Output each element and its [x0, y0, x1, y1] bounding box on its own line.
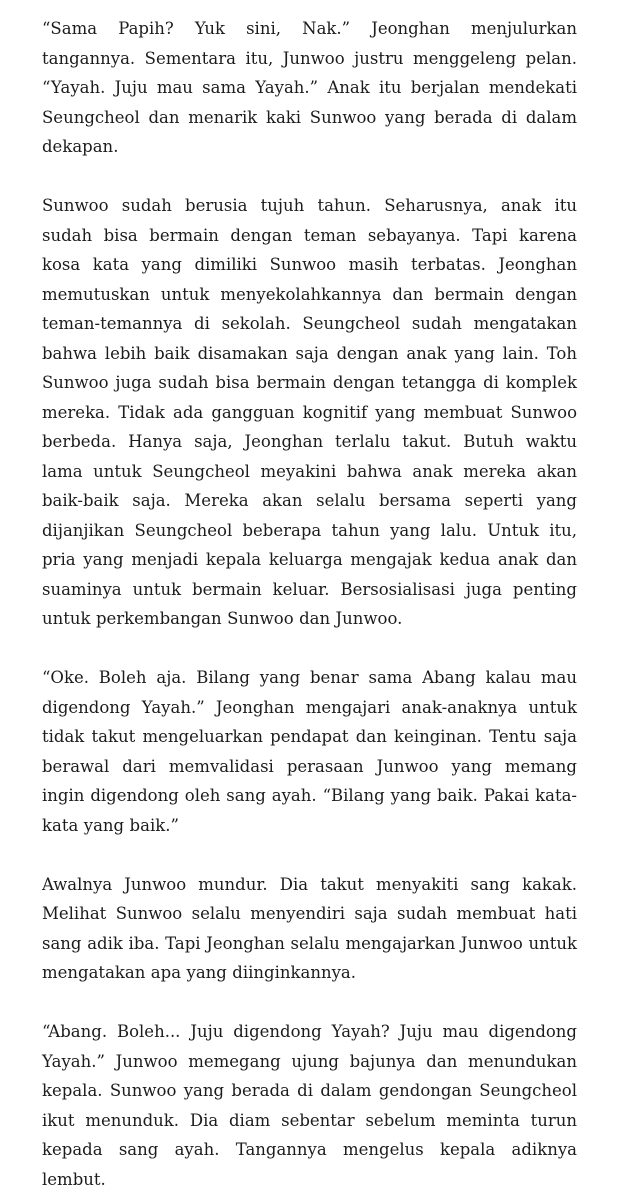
- paragraph-3: “Oke. Boleh aja. Bilang yang benar sama Abang kalau mau digendong Yayah.” Jeonghan mengajari anak-anaknya untuk tidak takut mengeluarkan pendapat dan keinginan. Tentu saja berawal dari memvalidasi perasaan Junwoo yang memang ingin digendong oleh sang ayah. “Bilang yang baik. Pakai kata-kata yang baik.”: [42, 668, 577, 835]
- paragraph-4: Awalnya Junwoo mundur. Dia takut menyakiti sang kakak. Melihat Sunwoo selalu menyendiri saja sudah membuat hati sang adik iba. Tapi Jeonghan selalu mengajarkan Junwoo untuk mengatakan apa yang diinginkannya.: [42, 874, 577, 982]
- paragraph-5: “Abang. Boleh... Juju digendong Yayah? Juju mau digendong Yayah.” Junwoo memegang ujung bajunya dan menundukan kepala. Sunwoo yang berada di dalam gendongan Seungcheol ikut menunduk. Dia diam sebentar sebelum meminta turun kepada sang ayah. Tangannya mengelus kepala adiknya lembut.: [42, 1022, 577, 1189]
- paragraph-2: Sunwoo sudah berusia tujuh tahun. Seharusnya, anak itu sudah bisa bermain dengan teman sebayanya. Tapi karena kosa kata yang dimiliki Sunwoo masih terbatas. Jeonghan memutuskan untuk menyekolahkannya dan bermain dengan teman-temannya di sekolah. Seungcheol sudah mengatakan bahwa lebih baik disamakan saja dengan anak yang lain. Toh Sunwoo juga sudah bisa bermain dengan tetangga di komplek mereka. Tidak ada gangguan kognitif yang membuat Sunwoo berbeda. Hanya saja, Jeonghan terlalu takut. Butuh waktu lama untuk Seungcheol meyakini bahwa anak mereka akan baik-baik saja. Mereka akan selalu bersama seperti yang dijanjikan Seungcheol beberapa tahun yang lalu. Untuk itu, pria yang menjadi kepala keluarga mengajak kedua anak dan suaminya untuk bermain keluar. Bersosialisasi juga penting untuk perkembangan Sunwoo dan Junwoo.: [42, 196, 577, 628]
- paragraph-1: “Sama Papih? Yuk sini, Nak.” Jeonghan menjulurkan tangannya. Sementara itu, Junwoo justru menggeleng pelan. “Yayah. Juju mau sama Yayah.” Anak itu berjalan mendekati Seungcheol dan menarik kaki Sunwoo yang berada di dalam dekapan.: [42, 19, 577, 156]
